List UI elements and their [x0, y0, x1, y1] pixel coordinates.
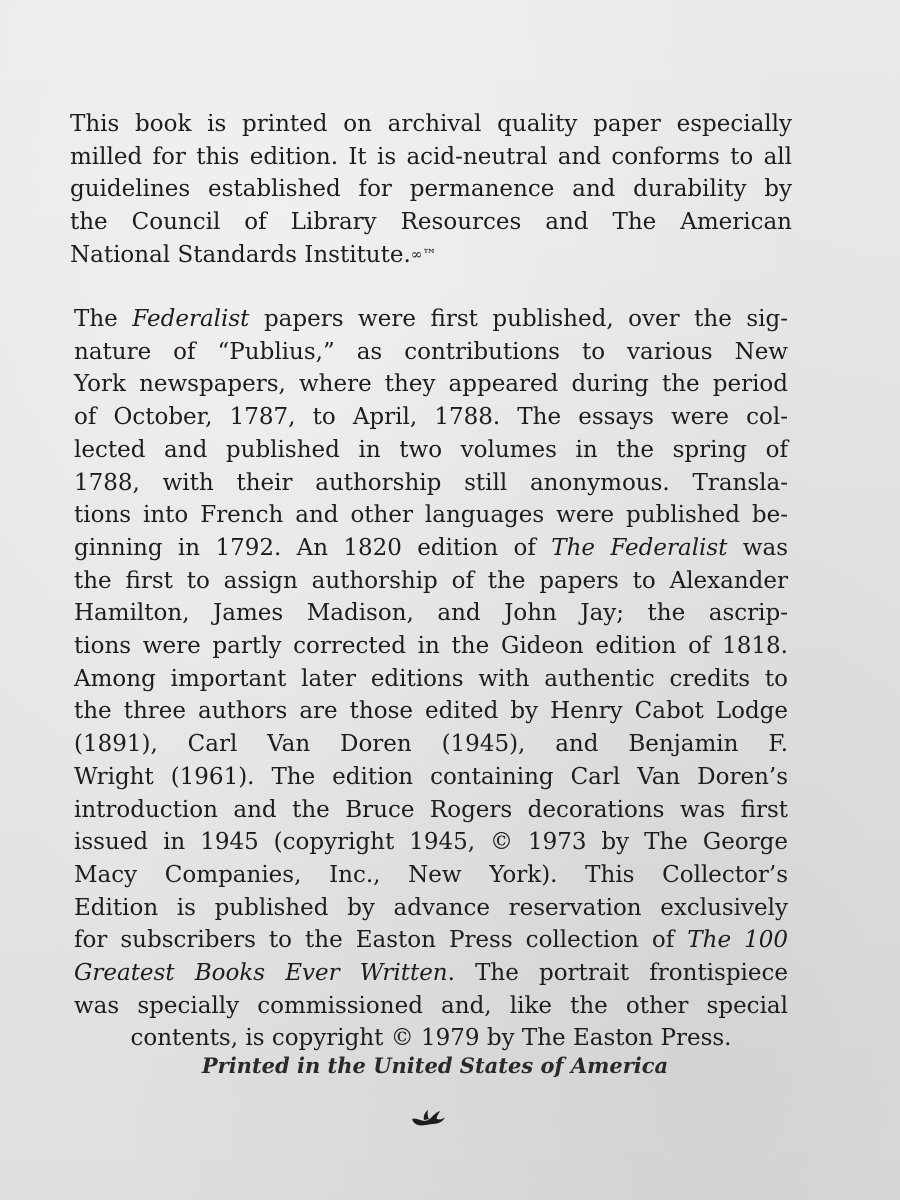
text-line: introduction and the Bruce Rogers decorations was first	[74, 796, 788, 823]
text-line: Hamilton, James Madison, and John Jay; the ascrip-	[74, 600, 788, 627]
text-fragment: National Standards Institute.	[70, 241, 411, 268]
italic-title: Federalist	[132, 306, 250, 332]
text-line: guidelines established for permanence and durability by	[70, 176, 792, 203]
text-line: Edition is published by advance reservation exclusively	[74, 894, 788, 921]
trademark-symbol: ™	[422, 246, 437, 263]
text-line: tions were partly corrected in the Gideon edition of 1818.	[74, 633, 788, 660]
text-line: contents, is copyright © 1979 by The Easton Press.	[130, 1025, 732, 1052]
text-line: the three authors are those edited by Henry Cabot Lodge	[74, 698, 788, 725]
text-line	[74, 303, 788, 336]
text-line	[74, 924, 788, 957]
italic-title: Greatest Books Ever Written	[74, 960, 448, 987]
text-line: Macy Companies, Inc., New York). This Collector’s	[74, 861, 788, 888]
text-line	[70, 239, 792, 272]
text-line	[74, 532, 788, 565]
imprint-line: Printed in the United States of America	[201, 1053, 669, 1078]
text-fragment: ginning in 1792. An 1820 edition of	[74, 534, 552, 561]
text-fragment: for subscribers to the Easton Press collection of	[74, 927, 688, 954]
italic-title: The 100	[687, 927, 788, 954]
text-line: This book is printed on archival quality paper especially	[70, 111, 792, 137]
text-line: tions into French and other languages were published be-	[74, 502, 788, 529]
text-line: the Council of Library Resources and The American	[70, 209, 792, 236]
fleuron-icon	[410, 1107, 446, 1129]
text-line: of October, 1787, to April, 1788. The essays were col-	[74, 404, 788, 431]
text-line: Wright (1961). The edition containing Carl Van Doren’s	[74, 763, 788, 790]
permanent-paper-icon: ∞	[410, 246, 423, 263]
text-line: (1891), Carl Van Doren (1945), and Benjamin F.	[74, 731, 788, 758]
text-line: nature of “Publius,” as contributions to various New	[74, 338, 788, 365]
text-line	[74, 957, 788, 990]
text-line: milled for this edition. It is acid-neutral and conforms to all	[70, 143, 792, 170]
text-line: Among important later editions with authentic credits to	[74, 665, 788, 692]
text-line: York newspapers, where they appeared during the period	[74, 371, 788, 398]
publication-history-paragraph	[74, 303, 788, 1055]
text-line: 1788, with their authorship still anonymous. Transla-	[74, 469, 788, 496]
text-line: was specially commissioned and, like the other special	[74, 992, 788, 1019]
text-line: the first to assign authorship of the papers to Alexander	[74, 567, 788, 594]
text-fragment: papers were first published, over the sig-	[249, 306, 788, 332]
italic-title: The Federalist	[551, 534, 728, 561]
text-line: lected and published in two volumes in the spring of	[74, 436, 788, 463]
text-line: issued in 1945 (copyright 1945, © 1973 by The George	[74, 829, 788, 856]
paper-notice-paragraph	[70, 108, 792, 272]
text-fragment: was	[727, 534, 789, 561]
text-fragment: . The portrait frontispiece	[447, 960, 788, 987]
text-fragment: The	[74, 306, 133, 332]
